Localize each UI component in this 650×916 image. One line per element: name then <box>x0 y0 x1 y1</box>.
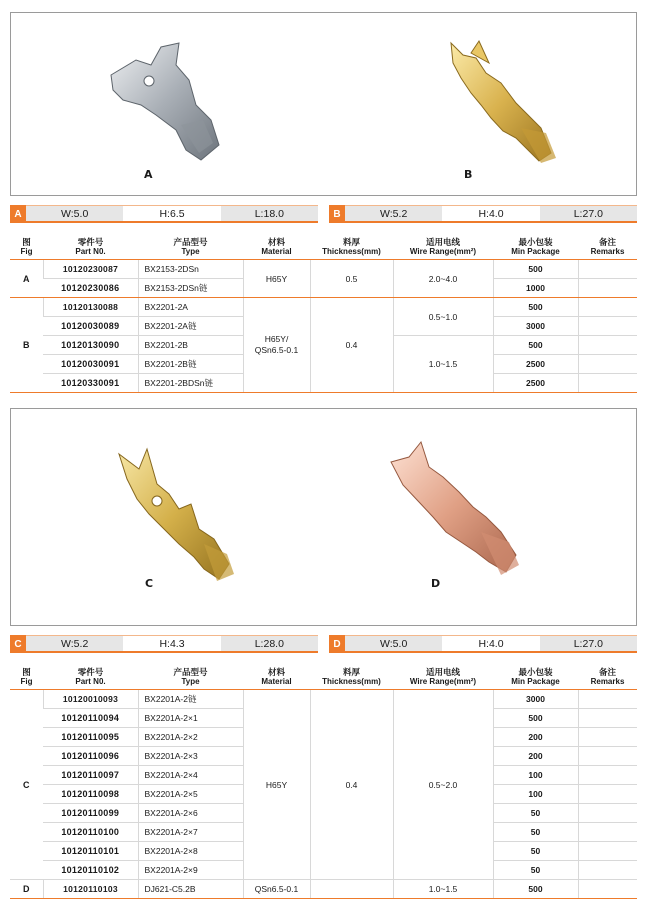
material-cell: H65Y/ QSn6.5-0.1 <box>243 298 310 393</box>
dimension-bar-b <box>329 205 637 223</box>
part-number: 10120110097 <box>43 766 138 785</box>
type-cell: BX2201A-2×4 <box>138 766 243 785</box>
type-cell: BX2153-2DSn链 <box>138 279 243 298</box>
header-remarks: 备注 Remarks <box>578 235 637 260</box>
package-cell: 2500 <box>493 374 578 393</box>
wire-range-cell: 0.5~2.0 <box>393 690 493 880</box>
terminal-b-image <box>431 33 571 173</box>
header-thickness: 料厚 Thickness(mm) <box>310 665 393 690</box>
package-cell: 1000 <box>493 279 578 298</box>
remarks-cell <box>578 728 637 747</box>
remarks-cell <box>578 861 637 880</box>
height-value: H:4.0 <box>478 207 504 220</box>
wire-range-cell: 2.0~4.0 <box>393 260 493 298</box>
table-row <box>10 880 637 899</box>
width-value: W:5.0 <box>26 206 123 221</box>
fig-cell: B <box>10 298 43 393</box>
part-number: 10120110095 <box>43 728 138 747</box>
length-value: L:18.0 <box>221 206 318 221</box>
type-cell: BX2201A-2×9 <box>138 861 243 880</box>
header-fig: 图 Fig <box>10 235 43 260</box>
package-cell: 200 <box>493 728 578 747</box>
length-value: L:27.0 <box>540 636 637 651</box>
figure-label-a: A <box>144 168 153 181</box>
terminal-a-image <box>101 35 231 165</box>
remarks-cell <box>578 709 637 728</box>
header-wire: 适用电线 Wire Range(mm²) <box>393 665 493 690</box>
dimension-bar-d <box>329 635 637 653</box>
width-value: W:5.2 <box>345 206 442 221</box>
type-cell: BX2153-2DSn <box>138 260 243 279</box>
type-cell: BX2201A-2×1 <box>138 709 243 728</box>
dimension-badge-b: B <box>329 205 345 223</box>
part-number: 10120110094 <box>43 709 138 728</box>
type-cell: DJ621-C5.2B <box>138 880 243 899</box>
header-pkg: 最小包装 Min Package <box>493 665 578 690</box>
remarks-cell <box>578 355 637 374</box>
header-part: 零件号 Part N0. <box>43 235 138 260</box>
dimension-badge-d: D <box>329 635 345 653</box>
remarks-cell <box>578 747 637 766</box>
package-cell: 3000 <box>493 317 578 336</box>
material-cell: QSn6.5-0.1 <box>243 880 310 899</box>
part-number: 10120010093 <box>43 690 138 709</box>
part-number: 10120110096 <box>43 747 138 766</box>
spec-table-ab <box>10 235 637 393</box>
header-thickness: 料厚 Thickness(mm) <box>310 235 393 260</box>
type-cell: BX2201-2BDSn链 <box>138 374 243 393</box>
dimension-badge-c: C <box>10 635 26 653</box>
table-row <box>10 298 637 317</box>
length-value: L:27.0 <box>540 206 637 221</box>
package-cell: 50 <box>493 842 578 861</box>
part-number: 10120110099 <box>43 804 138 823</box>
package-cell: 500 <box>493 260 578 279</box>
type-cell: BX2201A-2×8 <box>138 842 243 861</box>
figure-label-b: B <box>464 168 473 181</box>
thickness-cell <box>310 880 393 899</box>
spec-table-cd <box>10 665 637 899</box>
part-number: 10120110102 <box>43 861 138 880</box>
part-number: 10120230086 <box>43 279 138 298</box>
header-remarks: 备注 Remarks <box>578 665 637 690</box>
type-cell: BX2201A-2×6 <box>138 804 243 823</box>
package-cell: 200 <box>493 747 578 766</box>
width-value: W:5.0 <box>345 636 442 651</box>
figure-label-c: C <box>145 577 154 590</box>
remarks-cell <box>578 690 637 709</box>
type-cell: BX2201A-2×3 <box>138 747 243 766</box>
package-cell: 2500 <box>493 355 578 374</box>
header-type: 产品型号 Type <box>138 235 243 260</box>
length-value: L:28.0 <box>221 636 318 651</box>
package-cell: 500 <box>493 298 578 317</box>
part-number: 10120130090 <box>43 336 138 355</box>
terminal-d-image <box>381 437 531 587</box>
remarks-cell <box>578 842 637 861</box>
table-row <box>10 260 637 279</box>
header-part: 零件号 Part N0. <box>43 665 138 690</box>
dimension-bar-c <box>10 635 318 653</box>
part-number: 10120230087 <box>43 260 138 279</box>
remarks-cell <box>578 298 637 317</box>
terminal-c-image <box>109 439 249 589</box>
thickness-cell: 0.4 <box>310 690 393 880</box>
remarks-cell <box>578 336 637 355</box>
part-number: 10120110098 <box>43 785 138 804</box>
header-wire: 适用电线 Wire Range(mm²) <box>393 235 493 260</box>
part-number: 10120110103 <box>43 880 138 899</box>
package-cell: 50 <box>493 823 578 842</box>
remarks-cell <box>578 279 637 298</box>
table-header-row <box>10 665 637 690</box>
part-number: 10120030089 <box>43 317 138 336</box>
package-cell: 500 <box>493 880 578 899</box>
header-pkg: 最小包装 Min Package <box>493 235 578 260</box>
height-value: H:6.5 <box>159 207 185 220</box>
table-row <box>10 690 637 709</box>
height-value: H:4.3 <box>159 637 185 650</box>
header-material: 材料 Material <box>243 665 310 690</box>
package-cell: 50 <box>493 804 578 823</box>
type-cell: BX2201-2A <box>138 298 243 317</box>
dimension-bar-a <box>10 205 318 223</box>
wire-range-cell: 0.5~1.0 <box>393 298 493 336</box>
type-cell: BX2201-2A链 <box>138 317 243 336</box>
remarks-cell <box>578 880 637 899</box>
height-value: H:4.0 <box>478 637 504 650</box>
photo-panel-cd <box>10 408 637 626</box>
fig-cell: C <box>10 690 43 880</box>
thickness-cell: 0.4 <box>310 298 393 393</box>
remarks-cell <box>578 260 637 279</box>
header-material: 材料 Material <box>243 235 310 260</box>
wire-range-cell: 1.0~1.5 <box>393 336 493 393</box>
type-cell: BX2201-2B链 <box>138 355 243 374</box>
figure-label-d: D <box>431 577 441 590</box>
type-cell: BX2201-2B <box>138 336 243 355</box>
material-cell: H65Y <box>243 690 310 880</box>
type-cell: BX2201A-2×5 <box>138 785 243 804</box>
remarks-cell <box>578 823 637 842</box>
thickness-cell: 0.5 <box>310 260 393 298</box>
part-number: 10120330091 <box>43 374 138 393</box>
part-number: 10120110100 <box>43 823 138 842</box>
package-cell: 500 <box>493 336 578 355</box>
header-type: 产品型号 Type <box>138 665 243 690</box>
part-number: 10120030091 <box>43 355 138 374</box>
fig-cell: A <box>10 260 43 298</box>
material-cell: H65Y <box>243 260 310 298</box>
package-cell: 100 <box>493 785 578 804</box>
part-number: 10120110101 <box>43 842 138 861</box>
type-cell: BX2201A-2×7 <box>138 823 243 842</box>
dimension-badge-a: A <box>10 205 26 223</box>
part-number: 10120130088 <box>43 298 138 317</box>
package-cell: 3000 <box>493 690 578 709</box>
package-cell: 50 <box>493 861 578 880</box>
header-fig: 图 Fig <box>10 665 43 690</box>
photo-panel-ab <box>10 12 637 196</box>
remarks-cell <box>578 785 637 804</box>
remarks-cell <box>578 317 637 336</box>
width-value: W:5.2 <box>26 636 123 651</box>
wire-range-cell: 1.0~1.5 <box>393 880 493 899</box>
remarks-cell <box>578 804 637 823</box>
remarks-cell <box>578 766 637 785</box>
package-cell: 100 <box>493 766 578 785</box>
package-cell: 500 <box>493 709 578 728</box>
table-header-row <box>10 235 637 260</box>
fig-cell: D <box>10 880 43 899</box>
type-cell: BX2201A-2链 <box>138 690 243 709</box>
remarks-cell <box>578 374 637 393</box>
type-cell: BX2201A-2×2 <box>138 728 243 747</box>
